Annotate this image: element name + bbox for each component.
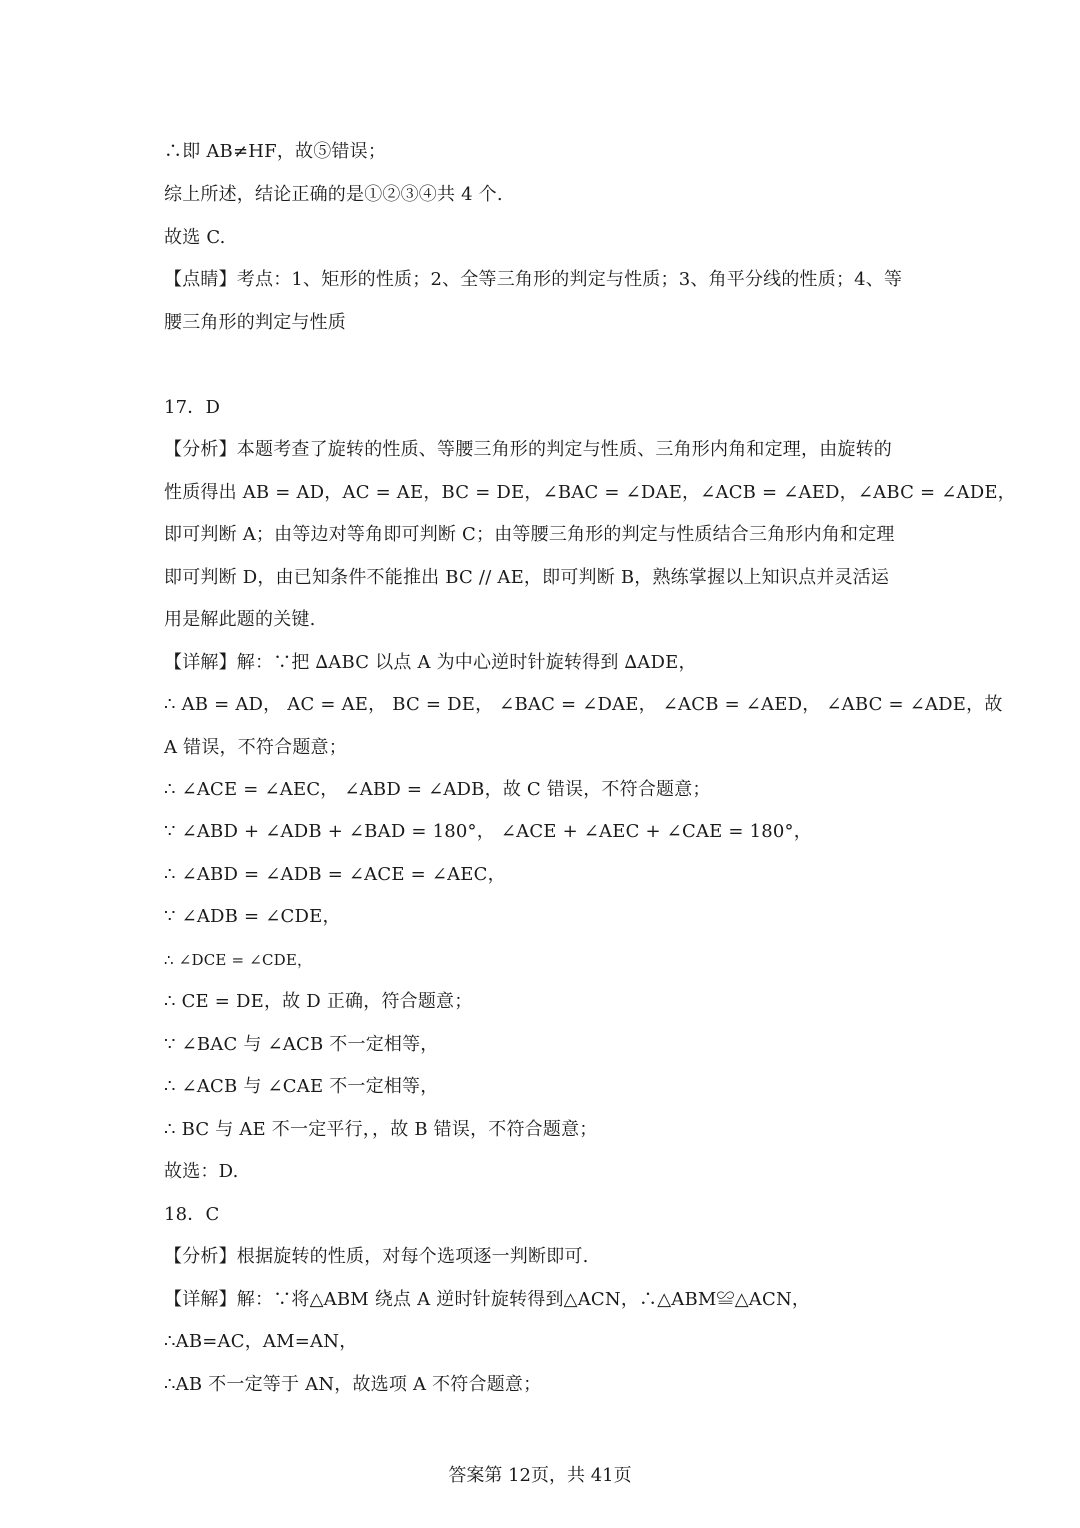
- text-line: 性质得出 AB = AD，AC = AE，BC = DE，∠BAC = ∠DAE，∠ACB = ∠AED，∠ABC = ∠ADE，: [164, 482, 1016, 503]
- text-line: ∴即 AB≠HF，故⑤错误；: [164, 141, 387, 162]
- text-line: 即可判断 D，由已知条件不能推出 BC // AE，即可判断 B，熟练掌握以上知识点并灵活运: [164, 567, 890, 588]
- text-line: 用是解此题的关键.: [164, 609, 316, 630]
- text-line: ∴ ∠ABD = ∠ADB = ∠ACE = ∠AEC，: [164, 864, 506, 885]
- text-line: ∴AB=AC，AM=AN，: [164, 1331, 358, 1352]
- question-number: 17．D: [164, 397, 221, 418]
- text-line: ∴ ∠ACB 与 ∠CAE 不一定相等，: [164, 1076, 439, 1097]
- text-line: 【分析】根据旋转的性质，对每个选项逐一判断即可.: [164, 1246, 589, 1267]
- text-line: ∴ ∠ACE = ∠AEC， ∠ABD = ∠ADB，故 C 错误，不符合题意；: [164, 779, 711, 800]
- text-line: 【分析】本题考查了旋转的性质、等腰三角形的判定与性质、三角形内角和定理，由旋转的: [164, 439, 892, 460]
- text-line: 综上所述，结论正确的是①②③④共 4 个.: [164, 184, 503, 205]
- text-line: 即可判断 A；由等边对等角即可判断 C；由等腰三角形的判定与性质结合三角形内角和定理: [164, 524, 895, 545]
- page-footer: 答案第 12页，共 41页: [448, 1465, 632, 1486]
- text-line: 【点睛】考点：1、矩形的性质；2、全等三角形的判定与性质；3、角平分线的性质；4、等: [164, 269, 903, 290]
- text-line: 故选 C.: [164, 227, 226, 248]
- text-line: ∴ BC 与 AE 不一定平行，，故 B 错误，不符合题意；: [164, 1119, 598, 1140]
- text-line: ∴ ∠DCE = ∠CDE，: [164, 951, 313, 969]
- question-number: 18．C: [164, 1204, 220, 1225]
- text-line: ∵ ∠BAC 与 ∠ACB 不一定相等，: [164, 1034, 439, 1055]
- text-line: ∴ CE = DE，故 D 正确，符合题意；: [164, 991, 473, 1012]
- text-line: ∵ ∠ADB = ∠CDE，: [164, 906, 341, 927]
- text-line: 【详解】解：∵将△ABM 绕点 A 逆时针旋转得到△ACN，∴△ABM≌△ACN，: [164, 1289, 811, 1310]
- text-line: A 错误，不符合题意；: [164, 737, 347, 758]
- text-line: ∵ ∠ABD + ∠ADB + ∠BAD = 180°， ∠ACE + ∠AEC + ∠CAE = 180°，: [164, 821, 812, 842]
- text-line: ∴ AB = AD， AC = AE， BC = DE， ∠BAC = ∠DAE， ∠ACB = ∠AED， ∠ABC = ∠ADE，故: [164, 694, 1003, 715]
- text-line: 故选：D.: [164, 1161, 239, 1182]
- text-line: 腰三角形的判定与性质: [164, 312, 346, 333]
- text-line: ∴AB 不一定等于 AN，故选项 A 不符合题意；: [164, 1374, 542, 1395]
- text-line: 【详解】解：∵把 ∆ABC 以点 A 为中心逆时针旋转得到 ∆ADE，: [164, 652, 697, 673]
